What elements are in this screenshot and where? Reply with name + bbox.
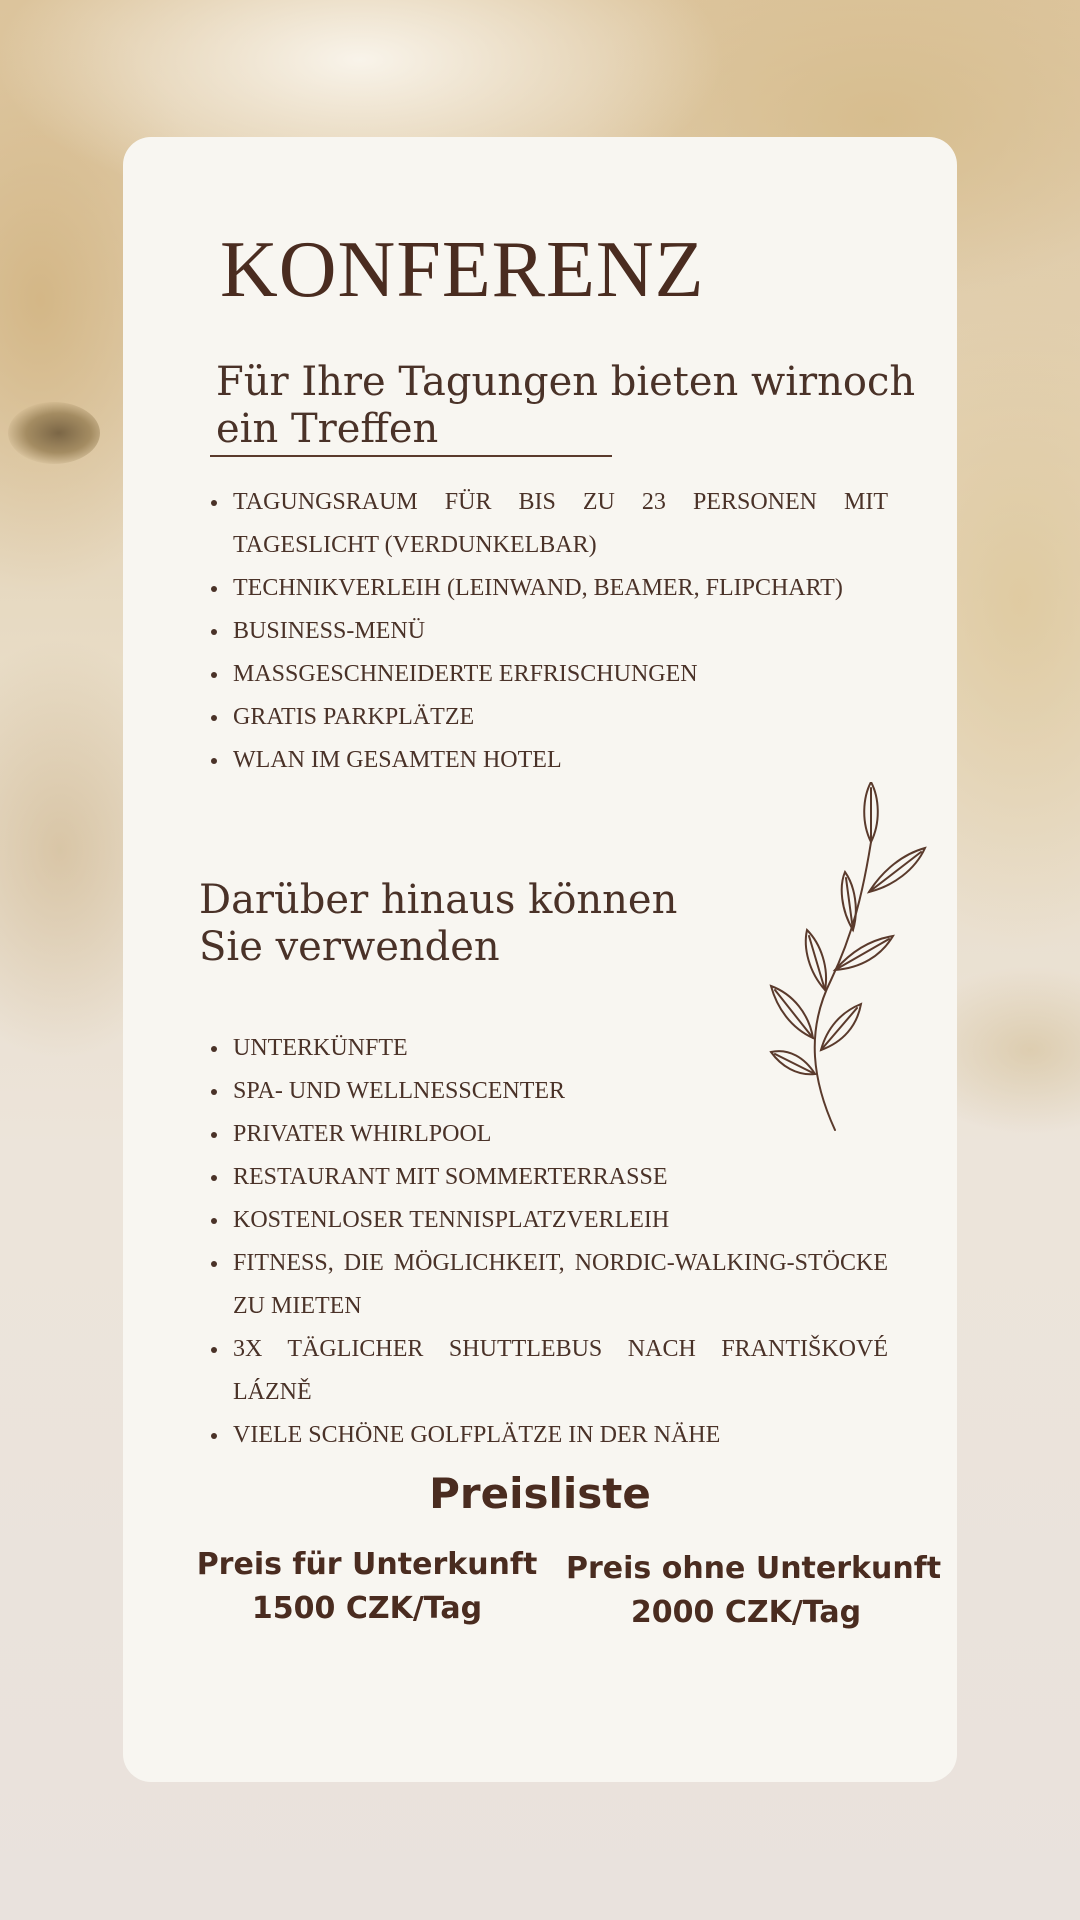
list-item: MASSGESCHNEIDERTE ERFRISCHUNGEN [208,653,888,696]
list-item: KOSTENLOSER TENNISPLATZVERLEIH [208,1199,888,1242]
page-title: KONFERENZ [220,226,705,314]
list-item: PRIVATER WHIRLPOOL [208,1113,888,1156]
section1-heading: Für Ihre Tagungen bieten wirnoch ein Treffen [216,359,916,452]
list-item: 3X TÄGLICHER SHUTTLEBUS NACH FRANTIŠKOVÉ LÁZNĚ [208,1328,888,1414]
section1-list [208,481,888,782]
price-without-accommodation [566,1547,942,1635]
heading-underline [210,455,612,457]
list-item: UNTERKÜNFTE [208,1027,888,1070]
price-list-title: Preisliste [429,1469,651,1518]
section2-list [208,1027,888,1457]
list-item: BUSINESS-MENÜ [208,610,888,653]
list-item: VIELE SCHÖNE GOLFPLÄTZE IN DER NÄHE [208,1414,888,1457]
list-item: TAGUNGSRAUM FÜR BIS ZU 23 PERSONEN MIT TAGESLICHT (VERDUNKELBAR) [208,481,888,567]
list-item: WLAN IM GESAMTEN HOTEL [208,739,888,782]
section2-heading: Darüber hinaus können Sie verwenden [199,877,678,970]
list-item: FITNESS, DIE MÖGLICHKEIT, NORDIC-WALKING-STÖCKE ZU MIETEN [208,1242,888,1328]
list-item: RESTAURANT MIT SOMMERTERRASSE [208,1156,888,1199]
price-value: 1500 CZK/Tag [251,1591,483,1626]
price-label: Preis ohne Unterkunft [566,1551,942,1586]
price-value: 2000 CZK/Tag [630,1595,862,1630]
list-item: SPA- UND WELLNESSCENTER [208,1070,888,1113]
price-with-accommodation [187,1543,547,1631]
price-label: Preis für Unterkunft [196,1547,538,1582]
list-item: TECHNIKVERLEIH (LEINWAND, BEAMER, FLIPCHART) [208,567,888,610]
conference-card [123,137,957,1782]
background-paint-blot [8,402,100,464]
list-item: GRATIS PARKPLÄTZE [208,696,888,739]
